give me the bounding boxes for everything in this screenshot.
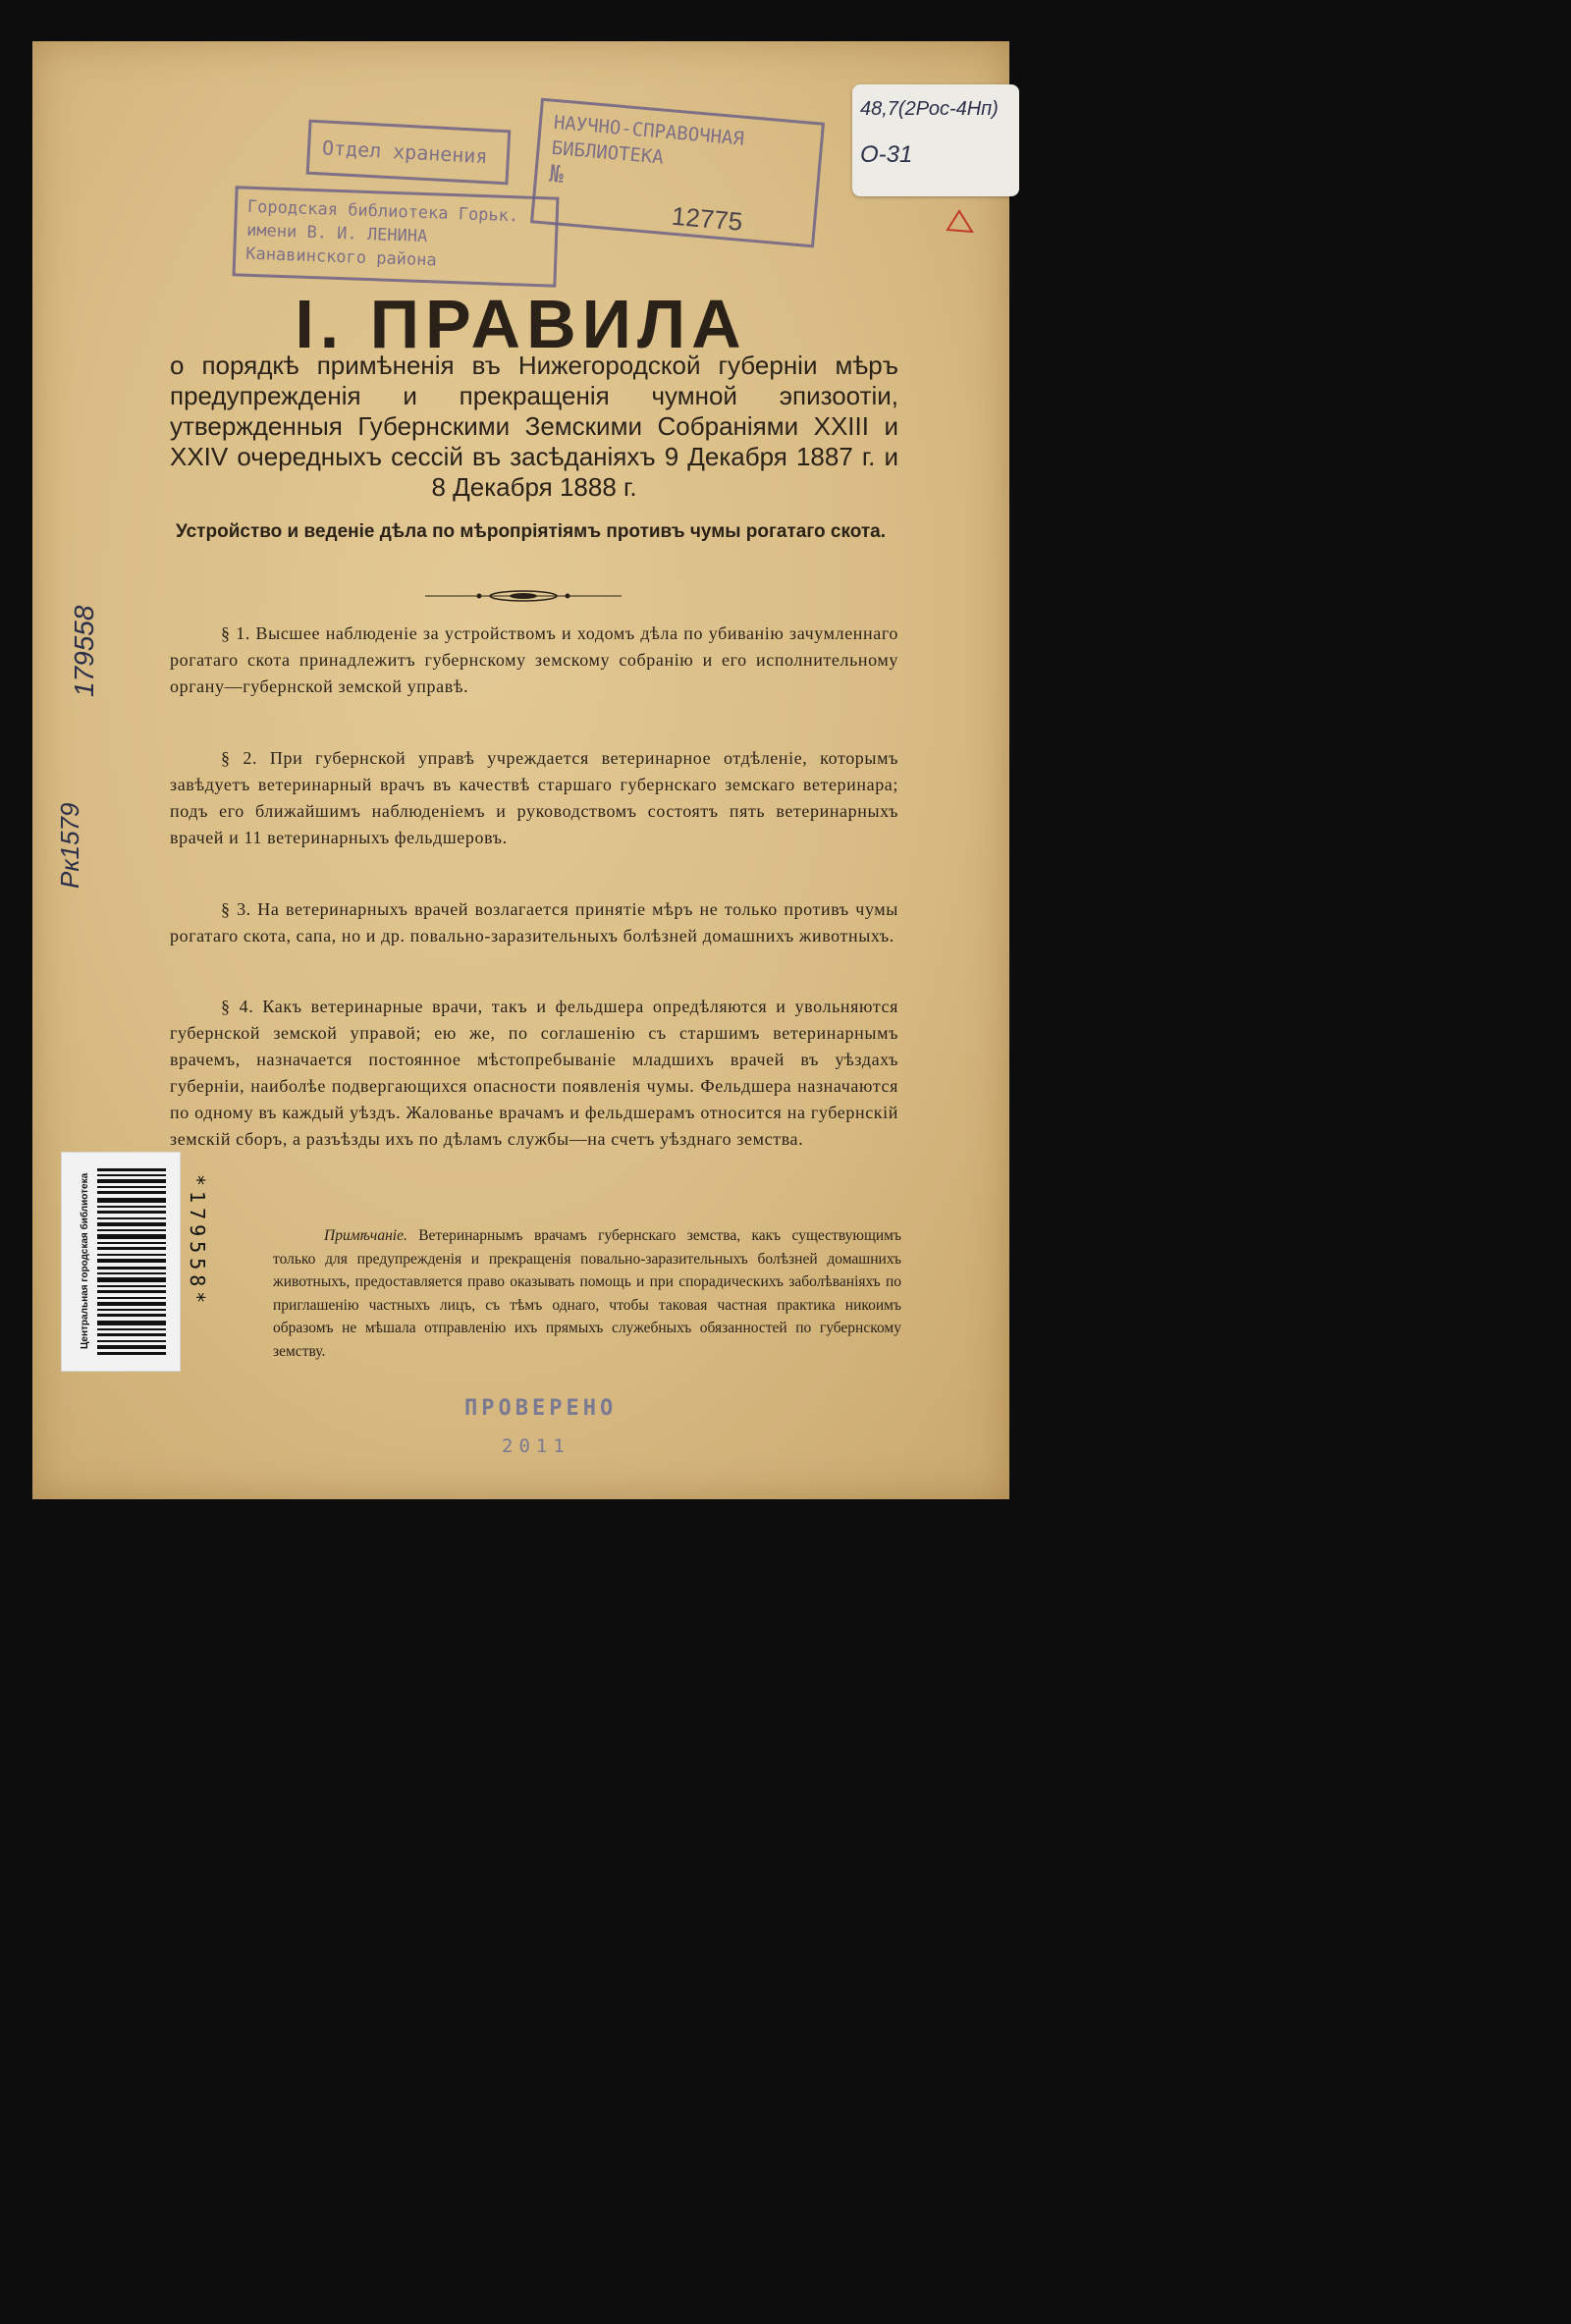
stamp-number: 12775 [670, 200, 744, 237]
verification-stamp: ПРОВЕРЕНО [464, 1396, 618, 1421]
city-library-stamp: Городская библиотека Горьк. имени В. И. ЛЕНИНА Канавинского района [232, 186, 559, 287]
document-title: I. ПРАВИЛА [295, 286, 747, 362]
note [273, 1224, 901, 1363]
paragraph-3: § 3. На ветеринарныхъ врачей возлагается принятіе мѣръ не только противъ чумы рогатаго скота, сапа, но и др. повально-заразительныхъ болѣзней домашнихъ животныхъ. [170, 899, 898, 946]
shelfmark-line-2: О-31 [860, 141, 913, 168]
shelfmark-line-1: 48,7(2Рос-4Нп) [860, 98, 999, 120]
shelfmark-card [852, 84, 1019, 196]
verification-year: 2011 [502, 1435, 570, 1457]
section-heading: Устройство и веденіе дѣла по мѣропріятіямъ противъ чумы рогатаго скота. [175, 521, 887, 542]
paragraph-2: § 2. При губернской управѣ учреждается ветеринарное отдѣленіе, которымъ завѣдуетъ ветеринарный врачъ въ качествѣ старшаго губернскаго земскаго ветеринара; подъ его ближайшимъ наблюденіемъ и руководствомъ состоятъ пять ветеринарныхъ врачей и 11 ветеринарныхъ фельдшеровъ. [170, 748, 898, 847]
reference-library-stamp-text: НАУЧНО-СПРАВОЧНАЯ БИБЛИОТЕКА [550, 111, 745, 169]
storage-stamp [306, 120, 512, 186]
barcode-number: *179558* [186, 1174, 209, 1309]
document-subtitle: о порядкѣ примѣненія въ Нижегородской губерніи мѣръ предупрежденія и прекращенія чумной эпизоотіи, утвержденныя Губернскими Земскими Собраніями XXIII и XXIV очередныхъ сессій въ засѣданіяхъ 9 Декабря 1887 г. и 8 Декабря 1888 г. [170, 351, 898, 502]
inventory-number-note: 179558 [69, 605, 99, 697]
rk-note: Рк1579 [55, 802, 84, 889]
barcode-bars [97, 1168, 166, 1355]
note-text: Ветеринарнымъ врачамъ губернскаго земства, какъ существующимъ только для предупрежденія и прекращенія повально-заразительныхъ болѣзней домашнихъ животныхъ, предоставляется право оказывать помощь и при спорадическихъ заболѣваніяхъ по приглашенію частныхъ лицъ, съ тѣмъ однаго, чтобы таковая частная практика никоимъ образомъ не мѣшала отправленію ихъ прямыхъ служебныхъ обязанностей по губернскому земству. [273, 1227, 902, 1360]
barcode-label [61, 1152, 209, 1372]
note-label: Примѣчаніе. [324, 1227, 407, 1244]
red-triangle-mark [944, 208, 975, 236]
stamp-number-label: № [548, 159, 566, 189]
storage-stamp-text: Отдел хранения [321, 135, 489, 169]
ornament-divider [425, 589, 622, 603]
barcode-library-name: Центральная городская библиотека [80, 1172, 90, 1349]
reference-library-stamp [530, 98, 825, 248]
paragraph-4: § 4. Какъ ветеринарные врачи, такъ и фельдшера опредѣляются и увольняются губернской земской управой; ею же, по соглашенію съ старшимъ ветеринарнымъ врачемъ, назначается постоянное мѣстопребываніе младшихъ врачей въ уѣздахъ губерніи, наиболѣе подвергающихся опасности появленія чумы. Фельдшера назначаются по одному въ каждый уѣздъ. Жалованье врачамъ и фельдшерамъ относится на губернскій земскій сборъ, а разъѣзды ихъ по дѣламъ службы—на счетъ уѣзднаго земства. [170, 997, 898, 1149]
paragraph-1: § 1. Высшее наблюденіе за устройствомъ и ходомъ дѣла по убиванію зачумленнаго рогатаго скота принадлежитъ губернскому земскому собранію и его исполнительному органу—губернской земской управѣ. [170, 623, 898, 696]
